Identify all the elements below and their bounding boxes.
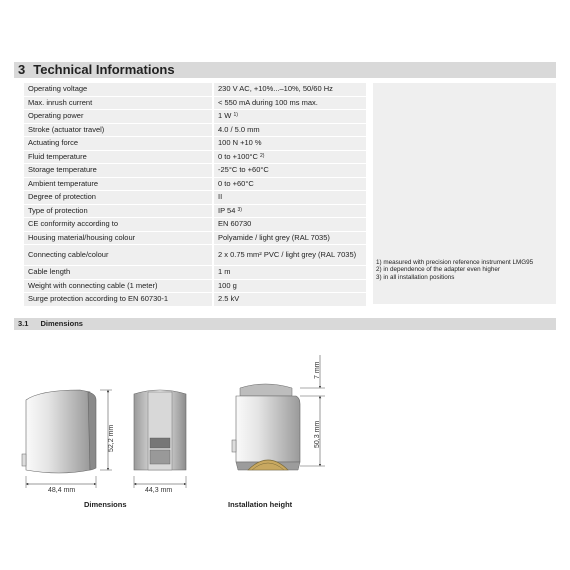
spec-value-text: II	[218, 192, 223, 201]
spec-label: Connecting cable/colour	[24, 245, 212, 265]
spec-label: Operating power	[24, 110, 212, 123]
spec-label: Surge protection according to EN 60730-1	[24, 293, 212, 306]
spec-value-text: -25°C to +60°C	[218, 165, 269, 174]
installation-view-drawing	[232, 355, 325, 470]
caption-installation-height: Installation height	[228, 500, 293, 509]
spec-value-text: 230 V AC, +10%...–10%, 50/60 Hz	[218, 84, 333, 93]
depth-dimension-label: 44,3 mm	[145, 487, 173, 494]
width-dimension-label: 48,4 mm	[48, 487, 76, 494]
section-number: 3	[18, 62, 26, 77]
footnote-marker: 2)	[260, 152, 265, 159]
spec-label: Cable length	[24, 266, 212, 279]
front-view-drawing	[22, 390, 112, 488]
footnote: 2) in dependence of the adapter even higher	[376, 266, 500, 274]
side-view-drawing	[134, 390, 186, 488]
spec-value-text: 0 to +100°C	[218, 151, 258, 161]
spec-label: Operating voltage	[24, 83, 212, 96]
spec-label: Type of protection	[24, 205, 212, 218]
spec-label: CE conformity according to	[24, 218, 212, 231]
spec-value-text: 1 m	[218, 267, 231, 276]
spec-label: Storage temperature	[24, 164, 212, 177]
section-number: 3.1	[18, 319, 29, 328]
section-title-text: Dimensions	[40, 319, 83, 328]
footnote-marker: 3)	[237, 206, 242, 213]
spec-value-text: < 550 mA during 100 ms max.	[218, 97, 318, 107]
spec-label: Stroke (actuator travel)	[24, 124, 212, 137]
spec-value-text: IP 54	[218, 205, 236, 215]
spec-label: Housing material/housing colour	[24, 232, 212, 245]
installation-height-label: 50,3 mm	[314, 420, 321, 448]
spec-label: Weight with connecting cable (1 meter)	[24, 280, 212, 293]
spec-value-text: Polyamide / light grey (RAL 7035)	[218, 232, 330, 242]
section-title-text: Technical Informations	[33, 62, 175, 77]
spec-label: Actuating force	[24, 137, 212, 150]
footnote: 1) measured with precision reference instrument LMG95	[376, 259, 534, 266]
spec-label: Max. inrush current	[24, 97, 212, 110]
spec-label: Ambient temperature	[24, 178, 212, 191]
spec-value-text: 1 W	[218, 111, 232, 120]
spec-value-text: 0 to +60°C	[218, 178, 254, 188]
caption-dimensions: Dimensions	[84, 500, 127, 509]
spec-label: Fluid temperature	[24, 151, 212, 164]
footnote: 3) in all installation positions	[376, 273, 455, 281]
spec-value-text: 100 g	[218, 280, 237, 290]
spec-value-text: 2 x 0.75 mm² PVC / light grey (RAL 7035)	[218, 249, 357, 259]
spec-value-text: 100 N +10 %	[218, 138, 262, 147]
height-dimension-label: 52,2 mm	[108, 424, 115, 452]
spec-value-text: 2.5 kV	[218, 294, 240, 303]
spec-value-text: 4.0 / 5.0 mm	[218, 124, 260, 134]
spec-label: Degree of protection	[24, 191, 212, 204]
footnote-marker: 1)	[233, 112, 238, 118]
top-dimension-label: 7 mm	[314, 361, 321, 379]
spec-value-text: EN 60730	[218, 219, 252, 228]
